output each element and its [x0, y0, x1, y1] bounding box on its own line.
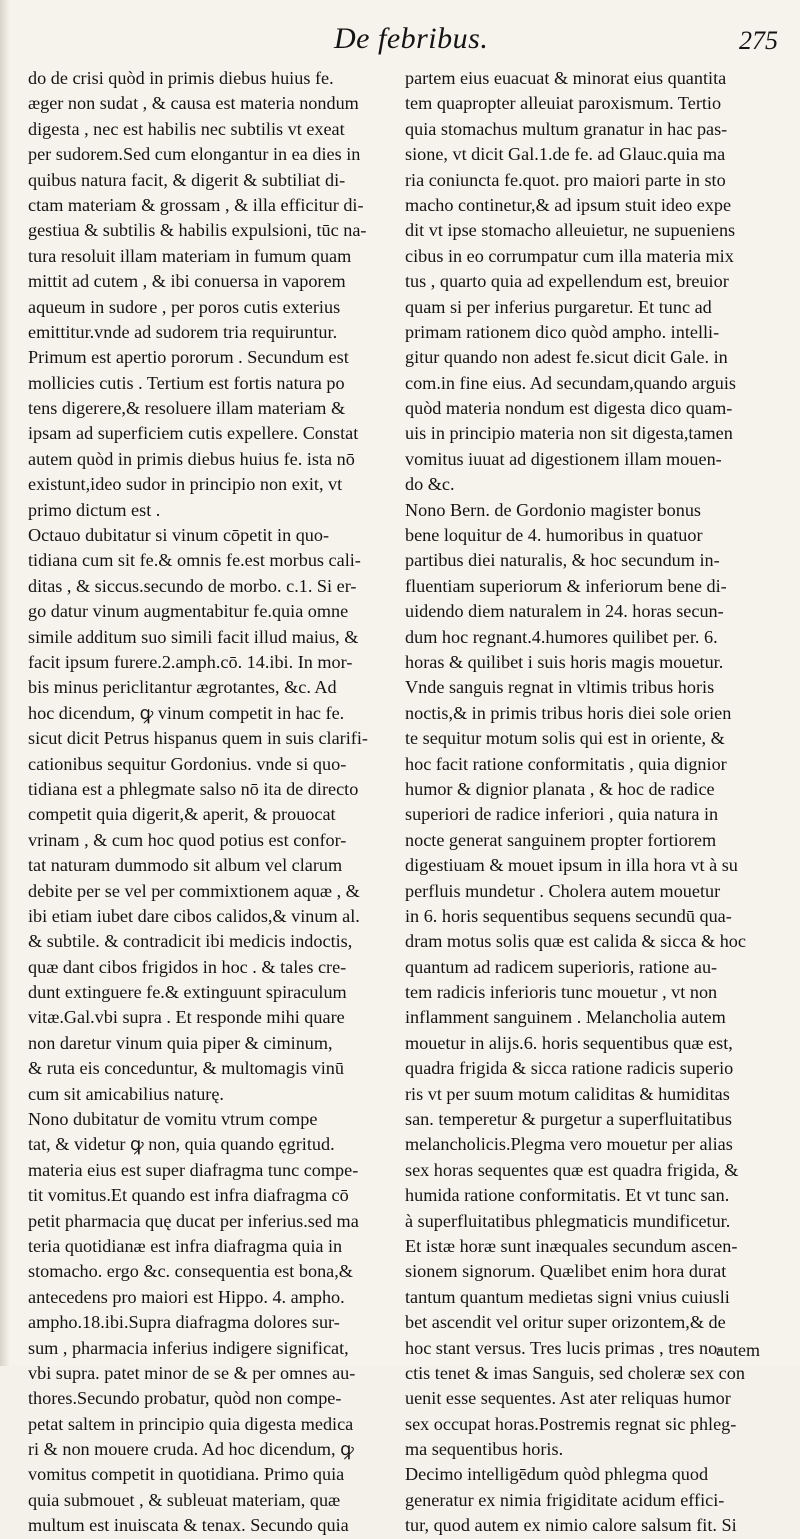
text-line: ctis tenet & imas Sanguis, sed choleræ sex con	[405, 1362, 745, 1383]
text-line: digesta , nec est habilis nec subtilis vt exeat	[28, 118, 345, 139]
text-line: tidiana est a phlegmate salso nō ita de directo	[28, 778, 359, 799]
text-line: fluentiam superiorum & inferiorum bene di-	[405, 575, 727, 596]
text-line: existunt,ideo sudor in principio non exit, vt	[28, 474, 343, 495]
text-line: dram motus solis quæ est calida & sicca & hoc	[405, 931, 746, 952]
text-line: cum sit amicabilius naturę.	[28, 1083, 224, 1104]
text-line: sione, vt dicit Gal.1.de fe. ad Glauc.quia ma	[405, 144, 726, 165]
text-line: Nono dubitatur de vomitu vtrum compe	[28, 1109, 318, 1130]
text-line: inflamment sanguinem . Melancholia autem	[405, 1007, 726, 1028]
text-line: gestiua & subtilis & habilis expulsioni, tūc na-	[28, 220, 367, 241]
text-line: tat naturam dummodo sit album vel clarum	[28, 855, 343, 876]
text-line: uidendo diem naturalem in 24. horas secun-	[405, 601, 724, 622]
text-line: tit vomitus.Et quando est infra diafragma cō	[28, 1185, 349, 1206]
text-line: horas & quilibet i suis horis magis mouetur.	[405, 651, 724, 672]
text-line: tur, quod autem ex nimio calore salsum fit. Si	[405, 1515, 737, 1536]
text-line: primo dictum est .	[28, 499, 161, 520]
text-line: sum , pharmacia inferius indigere significat,	[28, 1337, 349, 1358]
text-line: à superfluitatibus phlegmaticis mundificetur.	[405, 1210, 731, 1231]
text-line: cibus in eo corrumpatur cum illa materia mix	[405, 245, 734, 266]
text-line: hoc dicendum, ꝙ vinum competit in hac fe.	[28, 702, 345, 723]
text-line: bene loquitur de 4. humoribus in quatuor	[405, 525, 703, 546]
text-line: in 6. horis sequentibus sequens secundū qua-	[405, 905, 732, 926]
text-line: aqueum in sudore , per poros cutis exterius	[28, 296, 341, 317]
text-line: debite per se vel per commixtionem aquæ , &	[28, 880, 360, 901]
text-line: hoc facit ratione conformitatis , quia dignior	[405, 753, 727, 774]
text-line: quæ dant cibos frigidos in hoc . & tales cre-	[28, 956, 347, 977]
text-line: hoc stant versus. Tres lucis primas , tres no-	[405, 1337, 724, 1358]
text-line: ma sequentibus horis.	[405, 1439, 564, 1460]
right-text-column	[405, 66, 777, 1539]
text-line: vomitus competit in quotidiana. Primo quia	[28, 1464, 345, 1485]
text-line: sionem signorum. Quælibet enim hora durat	[405, 1261, 727, 1282]
text-line: ibi etiam iubet dare cibos calidos,& vinum al.	[28, 905, 360, 926]
text-line: Octauo dubitatur si vinum cōpetit in quo-	[28, 525, 330, 546]
text-line: humor & dignior planata , & hoc de radice	[405, 778, 715, 799]
text-line: mollicies cutis . Tertium est fortis natura po	[28, 372, 345, 393]
text-line: quam si per inferius purgaretur. Et tunc ad	[405, 296, 712, 317]
text-line: vbi supra. patet minor de se & per omnes au-	[28, 1362, 356, 1383]
text-line: san. temperetur & purgetur a superfluitatibus	[405, 1109, 732, 1130]
text-line: do &c.	[405, 474, 455, 495]
text-line: sex horas sequentes quæ est quadra frigida, &	[405, 1159, 739, 1180]
text-line: nocte generat sanguinem propter fortiorem	[405, 829, 717, 850]
text-line: mouetur in alijs.6. horis sequentibus quæ est,	[405, 1032, 733, 1053]
text-line: facit ipsum furere.2.amph.cō. 14.ibi. In mor-	[28, 651, 353, 672]
text-line: tem radicis inferioris tunc mouetur , vt non	[405, 982, 718, 1003]
text-line: melancholicis.Plegma vero mouetur per alias	[405, 1134, 733, 1155]
text-line: com.in fine eius. Ad secundam,quando arguis	[405, 372, 737, 393]
text-line: tantum quantum medietas signi vnius cuiusli	[405, 1286, 730, 1307]
catchword: autem	[716, 1340, 760, 1360]
text-line: tem quapropter alleuiat paroxismum. Tertio	[405, 93, 722, 114]
text-line: ris vt per suum motum caliditas & humiditas	[405, 1083, 730, 1104]
text-line: do de crisi quòd in primis diebus huius fe.	[28, 68, 334, 88]
text-line: ctam materiam & grossam , & illa efficitur di-	[28, 194, 364, 215]
page-number: 275	[739, 26, 778, 55]
text-line: non daretur vinum quia piper & ciminum,	[28, 1032, 333, 1053]
text-line: tura resoluit illam materiam in fumum quam	[28, 245, 352, 266]
text-line: thores.Secundo probatur, quòd non compe-	[28, 1388, 342, 1409]
text-line: teria quotidianæ est infra diafragma quia in	[28, 1235, 343, 1256]
text-line: sicut dicit Petrus hispanus quem in suis clarifi-	[28, 728, 368, 749]
text-line: competit quia digerit,& aperit, & prouocat	[28, 804, 336, 825]
text-line: Primum est apertio pororum . Secundum est	[28, 347, 349, 368]
text-line: noctis,& in primis tribus horis diei sole orien	[405, 702, 732, 723]
text-line: ampho.18.ibi.Supra diafragma dolores sur-	[28, 1312, 340, 1333]
text-line: Et istæ horæ sunt inæquales secundum ascen-	[405, 1235, 738, 1256]
text-line: Decimo intelligēdum quòd phlegma quod	[405, 1464, 709, 1485]
text-line: autem quòd in primis diebus huius fe. ista nō	[28, 448, 355, 469]
text-line: Vnde sanguis regnat in vltimis tribus horis	[405, 677, 715, 698]
text-line: quantum ad radicem superioris, ratione au-	[405, 956, 718, 977]
text-line: dum hoc regnant.4.humores quilibet per. 6.	[405, 626, 718, 647]
text-line: quia stomachus multum granatur in hac pas-	[405, 118, 728, 139]
text-line: vitæ.Gal.vbi supra . Et responde mihi quare	[28, 1007, 345, 1028]
text-line: generatur ex nimia frigiditate acidum effici-	[405, 1489, 725, 1510]
text-line: sex occupat horas.Postremis regnat sic phleg-	[405, 1413, 737, 1434]
text-line: cationibus sequitur Gordonius. vnde si quo-	[28, 753, 347, 774]
text-line: æger non sudat , & causa est materia nondum	[28, 93, 359, 114]
text-line: Nono Bern. de Gordonio magister bonus	[405, 499, 702, 520]
text-line: ria coniuncta fe.quot. pro maiori parte in sto	[405, 169, 726, 190]
text-line: partem eius euacuat & minorat eius quantita	[405, 68, 727, 88]
text-line: tens digerere,& resoluere illam materiam &	[28, 398, 346, 419]
text-line: vomitus iuuat ad digestionem illam mouen-	[405, 448, 722, 469]
text-line: dunt extinguere fe.& extinguunt spiraculum	[28, 982, 347, 1003]
text-line: & ruta eis conceduntur, & multomagis vinū	[28, 1058, 344, 1079]
gutter-shadow	[0, 0, 10, 1366]
left-text-column	[28, 66, 398, 1539]
text-line: uenit esse sequentes. Ast ater reliquas humor	[405, 1388, 731, 1409]
running-title: De febribus.	[334, 22, 489, 55]
text-line: dit vt ipse stomacho alleuietur, ne supueniens	[405, 220, 736, 241]
text-line: ditas , & siccus.secundo de morbo. c.1. Si er-	[28, 575, 357, 596]
text-line: simile additum suo simili facit illud maius, &	[28, 626, 359, 647]
text-line: quòd materia nondum est digesta dico quam-	[405, 398, 733, 419]
text-line: superiori de radice inferiori , quia natura in	[405, 804, 719, 825]
text-line: ipsam ad superficiem cutis expellere. Constat	[28, 423, 359, 444]
text-line: gitur quando non adest fe.sicut dicit Gale. in	[405, 347, 728, 368]
text-line: quibus natura facit, & digerit & subtiliat di-	[28, 169, 346, 190]
text-line: tidiana cum sit fe.& omnis fe.est morbus cali-	[28, 550, 361, 571]
text-line: antecedens pro maiori est Hippo. 4. ampho.	[28, 1286, 345, 1307]
text-line: macho continetur,& ad ipsum stuit ideo expe	[405, 194, 732, 215]
text-line: bis minus periclitantur ægrotantes, &c. Ad	[28, 677, 337, 698]
page-header	[0, 8, 800, 58]
text-line: bet ascendit vel oritur super orizontem,& de	[405, 1312, 726, 1333]
text-line: tat, & videtur ꝙ non, quia quando ęgritud.	[28, 1134, 335, 1155]
text-line: mittit ad cutem , & ibi conuersa in vaporem	[28, 271, 346, 292]
text-line: primam rationem dico quòd ampho. intelli-	[405, 321, 720, 342]
text-line: humida ratione conformitatis. Et vt tunc san.	[405, 1185, 730, 1206]
text-line: per sudorem.Sed cum elongantur in ea dies in	[28, 144, 361, 165]
text-line: petit pharmacia quę ducat per inferius.sed ma	[28, 1210, 359, 1231]
text-line: ri & non mouere cruda. Ad hoc dicendum, ꝙ	[28, 1439, 354, 1460]
text-line: petat saltem in principio quia digesta medica	[28, 1413, 354, 1434]
text-line: digestiuam & mouet ipsum in illa hora vt à su	[405, 855, 738, 876]
text-line: go datur vinum augmentabitur fe.quia omne	[28, 601, 349, 622]
text-line: vrinam , & cum hoc quod potius est confor-	[28, 829, 347, 850]
text-line: stomacho. ergo &c. consequentia est bona,&	[28, 1261, 353, 1282]
text-line: te sequitur motum solis qui est in oriente, &	[405, 728, 725, 749]
text-line: materia eius est super diafragma tunc compe-	[28, 1159, 359, 1180]
text-line: tus , quarto quia ad expellendum est, breuior	[405, 271, 729, 292]
text-line: partibus diei naturalis, & hoc secundum in-	[405, 550, 720, 571]
text-line: quia submouet , & subleuat materiam, quæ	[28, 1489, 341, 1510]
text-line: multum est inuiscata & tenax. Secundo quia	[28, 1515, 349, 1536]
text-line: uis in principio materia non sit digesta,tamen	[405, 423, 733, 444]
text-line: & subtile. & contradicit ibi medicis indoctis,	[28, 931, 353, 952]
text-line: quadra frigida & sicca ratione radicis superio	[405, 1058, 734, 1079]
text-line: perfluis mundetur . Cholera autem mouetur	[405, 880, 721, 901]
text-line: emittitur.vnde ad sudorem tria requiruntur.	[28, 321, 338, 342]
